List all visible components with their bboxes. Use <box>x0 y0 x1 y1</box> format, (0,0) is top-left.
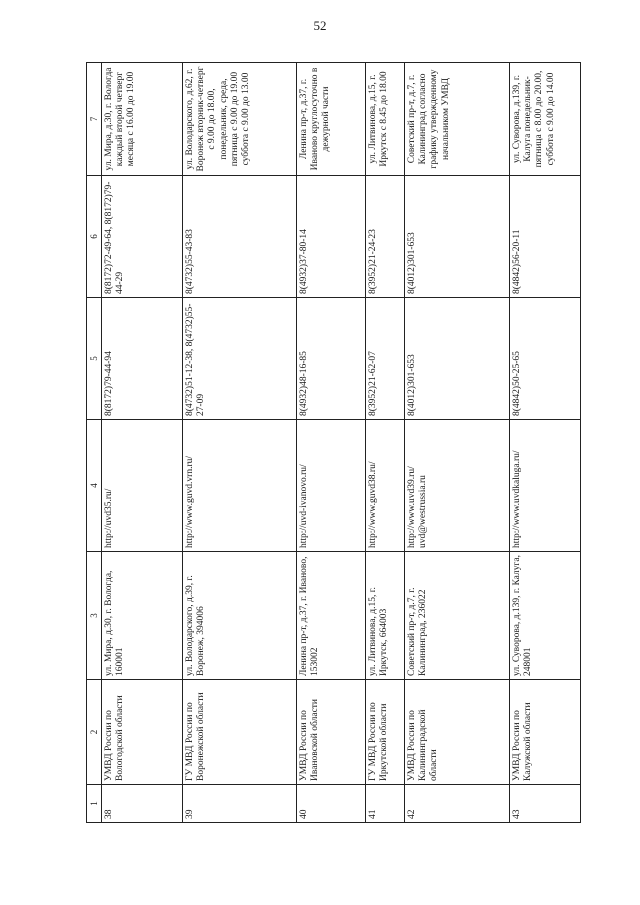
row-number: 43 <box>510 785 581 823</box>
header-cell: 1 <box>87 785 102 823</box>
table-row <box>405 63 510 823</box>
phone-primary: 8(4732)51-12-38, 8(4732)55-27-09 <box>183 298 297 420</box>
table-row <box>102 63 183 823</box>
header-cell: 7 <box>87 63 102 176</box>
phone-secondary: 8(3952)21-24-23 <box>366 176 405 298</box>
table-row <box>297 63 366 823</box>
header-row <box>87 63 102 823</box>
reception-info: Ленина пр-т, д.37, г. Иваново круглосуточно в дежурной части <box>297 63 366 176</box>
postal-address: ул. Мира, д.30, г. Вологда, 160001 <box>102 552 183 680</box>
phone-primary: 8(4932)48-16-85 <box>297 298 366 420</box>
table-row <box>183 63 297 823</box>
postal-address: ул. Володарского, д.39, г. Воронеж, 394006 <box>183 552 297 680</box>
phone-secondary: 8(8172)72-49-64, 8(8172)79-44-29 <box>102 176 183 298</box>
organization-name: ГУ МВД России по Иркутской области <box>366 680 405 785</box>
reception-info: Советский пр-т, д.7, г. Калининград согласно графику утвержденному начальником УМВД <box>405 63 510 176</box>
row-number: 40 <box>297 785 366 823</box>
contacts-table <box>86 62 581 823</box>
website: http://www.guvd.vrn.ru/ <box>183 420 297 552</box>
page-number: 52 <box>313 18 327 33</box>
row-number: 42 <box>405 785 510 823</box>
phone-secondary: 8(4732)55-43-83 <box>183 176 297 298</box>
postal-address: ул. Литвинова, д.15, г. Иркутск, 664003 <box>366 552 405 680</box>
website: http://uvd-ivanovo.ru/ <box>297 420 366 552</box>
postal-address: Ленина пр-т, д.37, г. Иваново, 153002 <box>297 552 366 680</box>
phone-secondary: 8(4932)37-80-14 <box>297 176 366 298</box>
row-number: 41 <box>366 785 405 823</box>
phone-secondary: 8(4842)56-20-11 <box>510 176 581 298</box>
website: http://www.guvd38.ru/ <box>366 420 405 552</box>
organization-name: УМВД России по Калининградской области <box>405 680 510 785</box>
header-cell: 4 <box>87 420 102 552</box>
table-row <box>510 63 581 823</box>
header-cell: 5 <box>87 298 102 420</box>
reception-info: ул. Володарского, д.62, г. Воронеж вторник-четверг с 9.00 до 18.00, понедельник, среда, пятница с 9.00 до 19.00 суббота с 9.00 до 13.00 <box>183 63 297 176</box>
row-number: 38 <box>102 785 183 823</box>
header-cell: 2 <box>87 680 102 785</box>
phone-secondary: 8(4012)301-653 <box>405 176 510 298</box>
organization-name: УМВД России по Калужской области <box>510 680 581 785</box>
postal-address: ул. Суворова, д.139, г. Калуга, 248001 <box>510 552 581 680</box>
row-number: 39 <box>183 785 297 823</box>
reception-info: ул. Суворова, д.139, г. Калуга понедельник-пятница с 8.00 до 20.00, суббота с 9.00 до 14.00 <box>510 63 581 176</box>
header-cell: 3 <box>87 552 102 680</box>
website: http://www.uvdkaluga.ru/ <box>510 420 581 552</box>
website: http://uvd35.ru/ <box>102 420 183 552</box>
phone-primary: 8(4012)301-653 <box>405 298 510 420</box>
phone-primary: 8(3952)21-62-07 <box>366 298 405 420</box>
organization-name: УМВД России по Вологодской области <box>102 680 183 785</box>
reception-info: ул. Литвинова, д.15, г. Иркутск с 8.45 до 18.00 <box>366 63 405 176</box>
header-cell: 6 <box>87 176 102 298</box>
table-row <box>366 63 405 823</box>
organization-name: УМВД России по Ивановской области <box>297 680 366 785</box>
phone-primary: 8(4842)50-25-65 <box>510 298 581 420</box>
phone-primary: 8(8172)79-44-94 <box>102 298 183 420</box>
rotated-table-wrapper <box>86 63 554 823</box>
postal-address: Советский пр-т, д.7, г. Калининград, 236022 <box>405 552 510 680</box>
website: http://www.uvd39.ru/ uvd@westrussia.ru <box>405 420 510 552</box>
organization-name: ГУ МВД России по Воронежской области <box>183 680 297 785</box>
reception-info: ул. Мира, д.30, г. Вологда каждый второй четверг месяца с 16.00 до 19.00 <box>102 63 183 176</box>
